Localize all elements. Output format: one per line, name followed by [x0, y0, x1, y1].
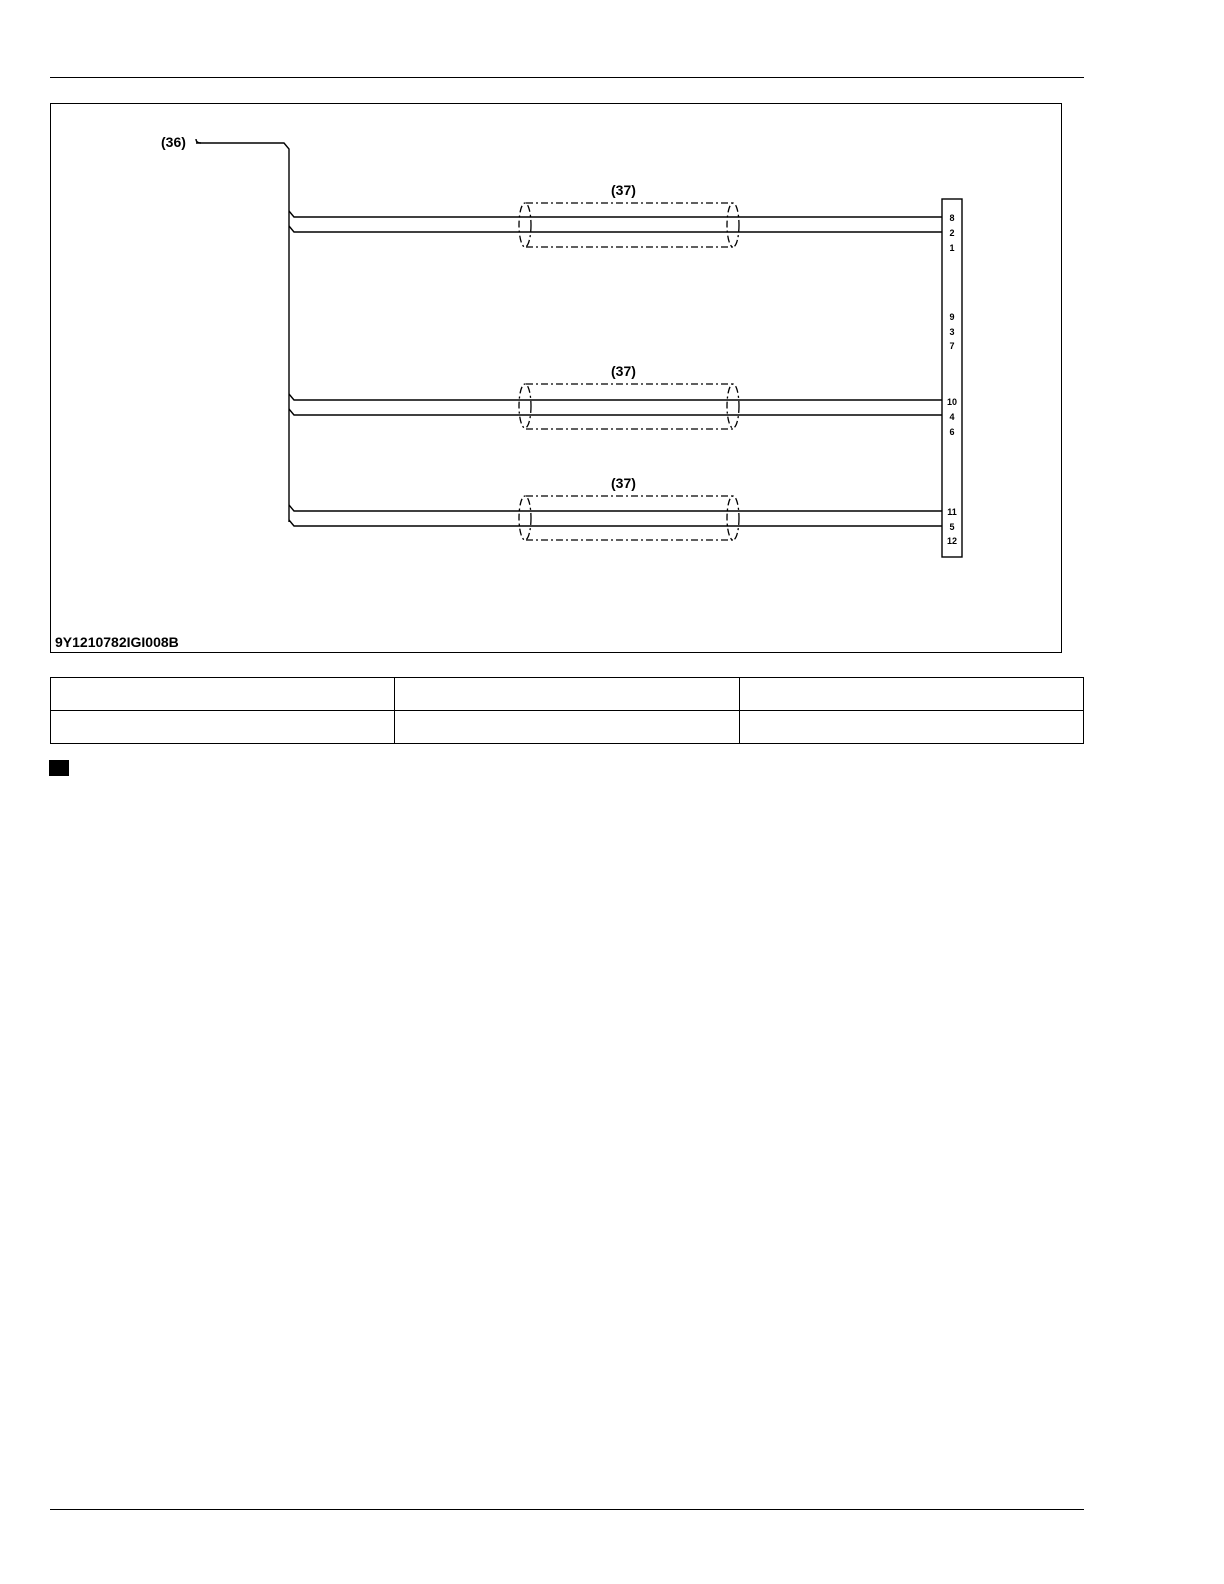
wiring-diagram-figure: [50, 103, 1062, 653]
header-rule: [50, 77, 1084, 78]
table-cell: [395, 711, 739, 744]
table-cell: [51, 678, 395, 711]
trunk-wire: [196, 143, 289, 522]
wire-pin-11: [289, 505, 942, 511]
wire-pin-4: [289, 409, 942, 415]
table-cell: [739, 711, 1083, 744]
shield-1: [519, 203, 739, 247]
shield-label-1: (37): [611, 182, 636, 198]
connector-pin: 4: [949, 412, 955, 422]
connector-pin: 12: [946, 536, 958, 546]
shield-label-3: (37): [611, 475, 636, 491]
footer-rule: [50, 1509, 1084, 1510]
wire-pin-10: [289, 394, 942, 400]
wiring-diagram: [51, 104, 1063, 654]
table-cell: [395, 678, 739, 711]
wire-pin-8: [289, 211, 942, 217]
table-cell: [739, 678, 1083, 711]
table-row: [51, 711, 1084, 744]
connector-pin: 7: [949, 341, 955, 351]
section-marker: [49, 760, 69, 776]
table-row: [51, 678, 1084, 711]
shield-2: [519, 384, 739, 429]
connector-pin: 2: [949, 228, 955, 238]
connector-pin: 8: [949, 213, 955, 223]
connector-pin: 11: [947, 507, 957, 517]
info-table: [50, 677, 1084, 744]
connector-pin: 6: [949, 427, 955, 437]
wire-pin-2: [289, 226, 942, 232]
connector-pin: 9: [949, 312, 955, 322]
table-cell: [51, 711, 395, 744]
connector-pin: 5: [949, 522, 955, 532]
image-code: 9Y1210782IGI008B: [55, 634, 179, 650]
shield-3: [519, 496, 739, 540]
connector-pin: 1: [949, 243, 955, 253]
connector-pin: 3: [949, 327, 955, 337]
shield-label-2: (37): [611, 363, 636, 379]
connector-pin: 10: [946, 397, 958, 407]
wire-pin-5: [289, 520, 942, 526]
source-label: (36): [161, 134, 186, 150]
